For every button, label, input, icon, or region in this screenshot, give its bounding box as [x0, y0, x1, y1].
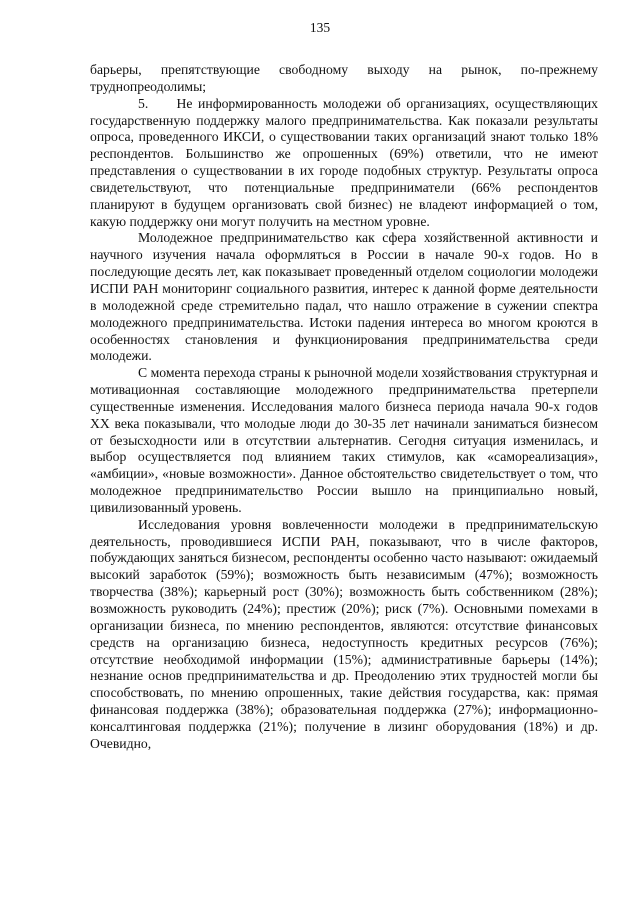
- paragraph-item-5-awareness: 5. Не информированность молодежи об организациях, осуществляющих государственную поддержку малого предпринимательства. Как показали результаты опроса, проведенного ИКСИ, о существовании таких организаций знают только 18% респондентов. Большинство же опрошенных (69%) ответили, что не имеют представления о существовании в их городе подобных структур. Результаты опроса свидетельствуют, что потенциальные предприниматели (66% респондентов планируют в будущем организовать свой бизнес) не владеют информацией о том, какую поддержку они могут получить на местном уровне.: [90, 95, 598, 229]
- paragraph-barriers-continuation: барьеры, препятствующие свободному выходу на рынок, по-прежнему труднопреодолимы;: [90, 62, 598, 94]
- page-number: 135: [309, 20, 331, 35]
- paragraph-research-findings: Исследования уровня вовлеченности молодежи в предпринимательскую деятельность, проводившиеся ИСПИ РАН, показывают, что в числе факторов, побуждающих заняться бизнесом, респонденты особенно часто называют: ожидаемый высокий заработок (59%); возможность быть независимым (47%); возможность творчества (38%); карьерный рост (30%); возможность быть собственником (28%); возможность руководить (24%); престиж (20%); риск (7%). Основными помехами в организации бизнеса, по мнению респондентов, являются: отсутствие финансовых средств на организацию бизнеса, недоступность кредитных ресурсов (76%); отсутствие необходимой информации (15%); административные барьеры (14%); незнание основ предпринимательства и др. Преодолению этих трудностей могли бы способствовать, по мнению опрошенных, такие действия государства, как: прямая финансовая поддержка (38%); образовательная поддержка (27%); информационно-консалтинговая поддержка (21%); получение в лизинг оборудования (18%) и др. Очевидно,: [90, 516, 598, 751]
- body-text: [90, 62, 598, 753]
- paragraph-market-transition: С момента перехода страны к рыночной модели хозяйствования структурная и мотивационная составляющие молодежного предпринимательства претерпели существенные изменения. Исследования малого бизнеса периода начала 90-х годов ХХ века показывали, что молодые люди до 30-35 лет начинали заниматься бизнесом от безысходности или в отсутствии альтернатив. Сегодня ситуация изменилась, и выбор осуществляется под влиянием таких стимулов, как «самореализация», «амбиции», «новые возможности». Данное обстоятельство свидетельствует о том, что молодежное предпринимательство России вышло на принципиально новый, цивилизованный уровень.: [90, 365, 598, 515]
- paragraph-youth-entrepreneurship-history: Молодежное предпринимательство как сфера хозяйственной активности и научного изучения начала оформляться в России в начале 90-х годов. Но в последующие десять лет, как показывает проведенный отделом социологии молодежи ИСПИ РАН мониторинг социального развития, интерес к данной форме деятельности в молодежной среде стремительно падал, что нашло отражение в сужении спектра молодежного предпринимательства. Истоки падения интереса во многом кроются в особенностях становления и функционирования предпринимательства среди молодежи.: [90, 230, 598, 364]
